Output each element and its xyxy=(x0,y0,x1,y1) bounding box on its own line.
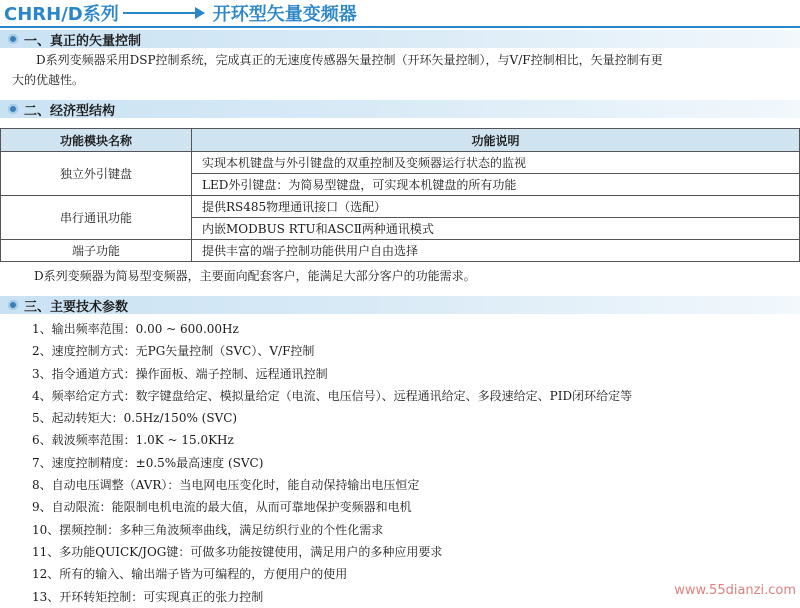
section1-paragraph xyxy=(12,50,792,90)
module-cell: 独立外引键盘 xyxy=(1,152,192,196)
section-heading-2 xyxy=(0,100,800,118)
table-header-desc: 功能说明 xyxy=(192,129,800,152)
watermark: www.55dianzi.com xyxy=(674,583,796,598)
list-item: 4、频率给定方式：数字键盘给定、模拟量给定（电流、电压信号）、远程通讯给定、多段速给定、PID闭环给定等 xyxy=(32,388,633,403)
bullet-circle-icon xyxy=(8,34,18,44)
list-item: 6、载波频率范围：1.0K ~ 15.0KHz xyxy=(32,433,234,448)
module-cell: 端子功能 xyxy=(1,240,192,262)
list-item: 7、速度控制精度：±0.5%最高速度 (SVC) xyxy=(32,455,264,470)
table-header-module: 功能模块名称 xyxy=(1,129,192,152)
bullet-circle-icon xyxy=(8,300,18,310)
desc-cell: 内嵌MODBUS RTU和ASCⅡ两种通讯模式 xyxy=(192,218,800,240)
desc-cell: 提供丰富的端子控制功能供用户自由选择 xyxy=(192,240,800,262)
function-table xyxy=(0,128,800,262)
list-item: 12、所有的输入、输出端子皆为可编程的，方便用户的使用 xyxy=(32,567,348,582)
list-item: 3、指令通道方式：操作面板、端子控制、远程通讯控制 xyxy=(32,366,328,381)
title-underline xyxy=(0,26,800,28)
paragraph-line: D系列变频器采用DSP控制系统，完成真正的无速度传感器矢量控制（开环矢量控制），与V/F控制相比，矢量控制有更 xyxy=(36,53,663,67)
list-item: 9、自动限流：能限制电机电流的最大值，从而可靠地保护变频器和电机 xyxy=(32,500,412,515)
list-item: 2、速度控制方式：无PG矢量控制（SVC）、V/F控制 xyxy=(32,344,315,359)
spec-list xyxy=(32,318,792,608)
list-item: 11、多功能QUICK/JOG键：可做多功能按键使用，满足用户的多种应用要求 xyxy=(32,544,443,559)
section2-note xyxy=(12,266,792,286)
desc-cell: 实现本机键盘与外引键盘的双重控制及变频器运行状态的监视 xyxy=(192,152,800,174)
note-line: D系列变频器为简易型变频器，主要面向配套客户，能满足大部分客户的功能需求。 xyxy=(34,269,476,283)
section-heading-text: 三、主要技术参数 xyxy=(24,299,129,315)
bullet-circle-icon xyxy=(8,104,18,114)
table-header-row xyxy=(1,129,800,152)
section-heading-text: 一、真正的矢量控制 xyxy=(24,33,142,49)
table-row xyxy=(1,196,800,218)
list-item: 8、自动电压调整（AVR）：当电网电压变化时，能自动保持输出电压恒定 xyxy=(32,478,420,493)
series-label: CHRH/D系列 xyxy=(4,4,119,25)
desc-cell: 提供RS485物理通讯接口（选配） xyxy=(192,196,800,218)
arrow-icon xyxy=(123,12,203,14)
section-heading-3 xyxy=(0,296,800,314)
desc-cell: LED外引键盘：为简易型键盘，可实现本机键盘的所有功能 xyxy=(192,174,800,196)
paragraph-line: 大的优越性。 xyxy=(12,73,85,87)
section-heading-text: 二、经济型结构 xyxy=(24,103,116,119)
list-item: 10、摆频控制：多种三角波频率曲线，满足纺织行业的个性化需求 xyxy=(32,522,384,537)
list-item: 13、开环转矩控制：可实现真正的张力控制 xyxy=(32,589,264,604)
section-heading-1 xyxy=(0,30,800,48)
list-item: 1、输出频率范围：0.00 ~ 600.00Hz xyxy=(32,322,239,336)
table-row xyxy=(1,240,800,262)
page-title: 开环型矢量变频器 xyxy=(212,4,357,25)
table-row xyxy=(1,152,800,174)
list-item: 5、起动转矩大：0.5Hz/150% (SVC) xyxy=(32,411,238,426)
module-cell: 串行通讯功能 xyxy=(1,196,192,240)
title-bar xyxy=(0,0,800,26)
